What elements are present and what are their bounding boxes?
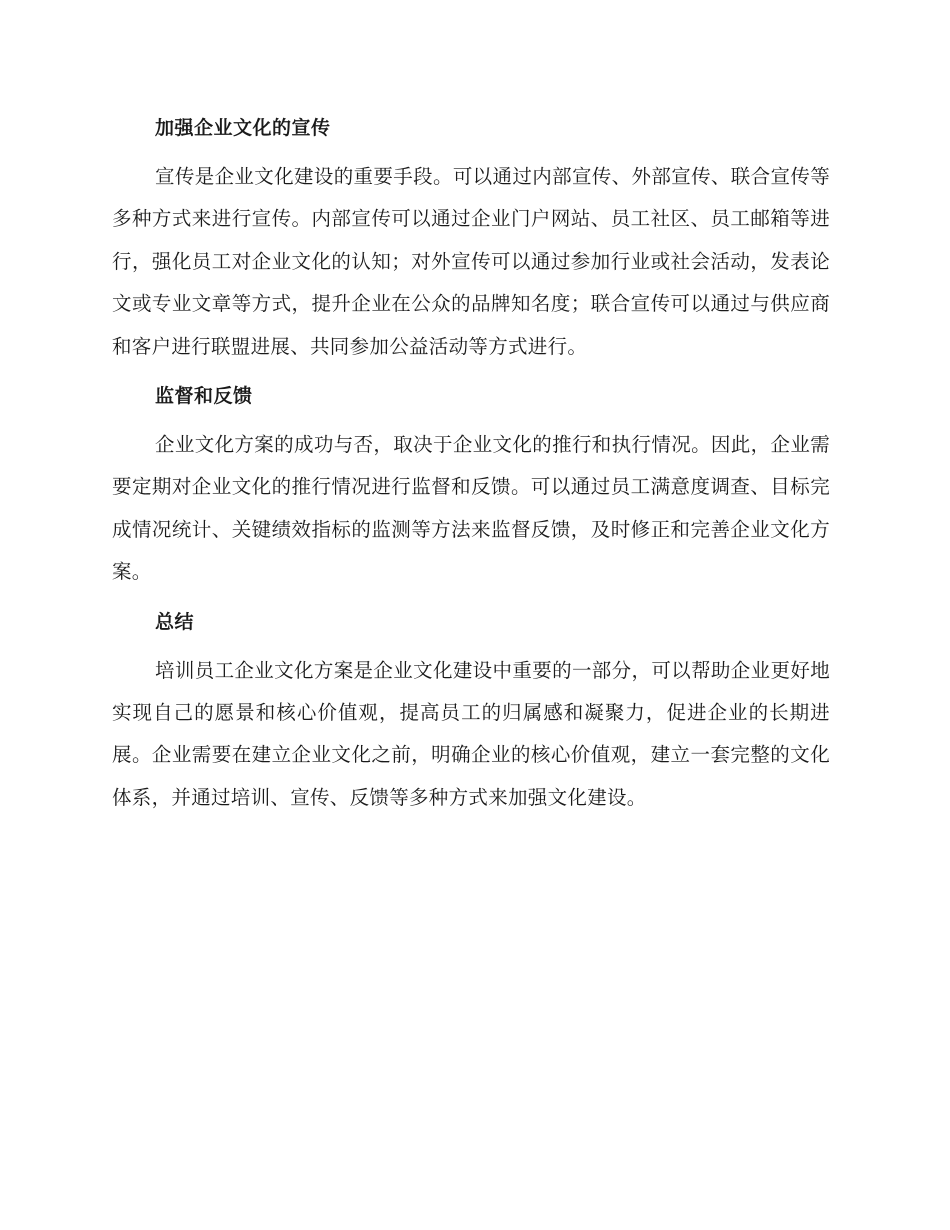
section-paragraph: 企业文化方案的成功与否，取决于企业文化的推行和执行情况。因此，企业需要定期对企业文化的推行情况进行监督和反馈。可以通过员工满意度调查、目标完成情况统计、关键绩效指标的监测等方法来监督反馈，及时修正和完善企业文化方案。 [112, 433, 830, 584]
section-summary [112, 602, 830, 820]
section-supervision [112, 376, 830, 594]
section-publicity [112, 108, 830, 368]
section-paragraph: 宣传是企业文化建设的重要手段。可以通过内部宣传、外部宣传、联合宣传等多种方式来进行宣传。内部宣传可以通过企业门户网站、员工社区、员工邮箱等进行，强化员工对企业文化的认知；对外宣传可以通过参加行业或社会活动，发表论文或专业文章等方式，提升企业在公众的品牌知名度；联合宣传可以通过与供应商和客户进行联盟进展、共同参加公益活动等方式进行。 [112, 165, 830, 358]
document-page [112, 108, 830, 827]
section-paragraph: 培训员工企业文化方案是企业文化建设中重要的一部分，可以帮助企业更好地实现自己的愿景和核心价值观，提高员工的归属感和凝聚力，促进企业的长期进展。企业需要在建立企业文化之前，明确企业的核心价值观，建立一套完整的文化体系，并通过培训、宣传、反馈等多种方式来加强文化建设。 [112, 658, 830, 809]
section-heading: 加强企业文化的宣传 [155, 117, 331, 139]
section-heading: 监督和反馈 [155, 385, 253, 408]
section-heading: 总结 [155, 610, 195, 633]
